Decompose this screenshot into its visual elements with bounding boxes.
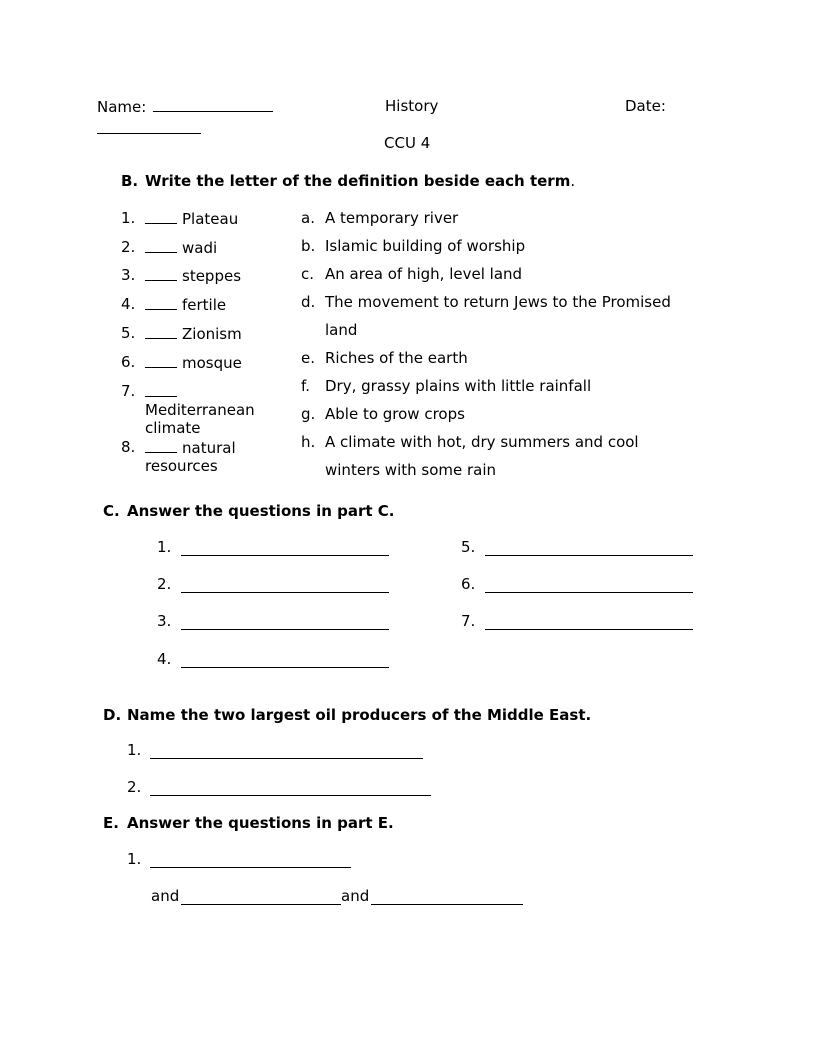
answer-number: 6. [461,575,476,593]
answer-line[interactable] [181,666,389,668]
answer-number: 4. [157,650,172,668]
definition-text: An area of high, level land [325,265,523,283]
section-b-letter: B. [121,172,139,190]
term-text: fertile [182,296,227,314]
subject-title: History [385,97,439,115]
section-c-letter: C. [103,502,120,520]
definition-letter: e. [301,349,315,367]
term-text: Zionism [182,325,242,343]
term-number: 2. [121,238,136,256]
term-number: 4. [121,295,136,313]
definition-letter: d. [301,293,316,311]
answer-line[interactable] [181,903,341,905]
answer-line[interactable] [150,757,423,759]
answer-line[interactable] [150,866,351,868]
term-text: wadi [182,239,218,257]
term-blank[interactable] [145,353,177,368]
definition-letter: b. [301,237,316,255]
section-c-instruction: Answer the questions in part C. [127,502,395,520]
section-b-instruction-text: Write the letter of the definition beside each term [145,172,571,190]
term-text: Mediterranean climate [145,401,255,437]
and-text: and [151,887,180,905]
definition-text-continued: land [325,321,358,339]
answer-number: 1. [157,538,172,556]
date-blank-wrap [97,119,201,138]
answer-number: 3. [157,612,172,630]
answer-line[interactable] [181,628,389,630]
definition-letter: c. [301,265,315,283]
answer-number: 1. [127,741,142,759]
and-text: and [341,887,370,905]
name-blank[interactable] [153,97,273,112]
date-label: Date: [625,97,666,115]
definition-text: A temporary river [325,209,459,227]
section-d-letter: D. [103,706,122,724]
section-d-instruction: Name the two largest oil producers of the Middle East. [127,706,592,724]
definition-text-continued: winters with some rain [325,461,497,479]
definition-text: Able to grow crops [325,405,465,423]
term-text: natural resources [145,439,236,475]
term-blank[interactable] [145,266,177,281]
answer-line[interactable] [371,903,523,905]
term-number: 5. [121,324,136,342]
section-e-letter: E. [103,814,119,832]
term-blank[interactable] [145,324,177,339]
section-e-instruction: Answer the questions in part E. [127,814,394,832]
unit-title: CCU 4 [384,134,431,152]
definition-text: The movement to return Jews to the Promised [325,293,671,311]
definition-text: A climate with hot, dry summers and cool [325,433,639,451]
term-number: 3. [121,266,136,284]
answer-line[interactable] [485,628,693,630]
answer-line[interactable] [181,591,389,593]
term-text: Plateau [182,210,239,228]
answer-number: 1. [127,850,142,868]
answer-line[interactable] [485,554,693,556]
date-blank[interactable] [97,119,201,134]
answer-line[interactable] [181,554,389,556]
term-text: mosque [182,354,242,372]
definition-letter: h. [301,433,316,451]
term-blank[interactable] [145,238,177,253]
term-number: 8. [121,438,136,456]
definition-text: Riches of the earth [325,349,468,367]
term-blank[interactable] [145,295,177,310]
definition-text: Dry, grassy plains with little rainfall [325,377,592,395]
term-number: 6. [121,353,136,371]
definition-text: Islamic building of worship [325,237,526,255]
section-b-instruction [145,172,575,190]
answer-number: 7. [461,612,476,630]
definition-letter: g. [301,405,316,423]
term-blank[interactable] [145,382,177,397]
answer-number: 2. [157,575,172,593]
definition-letter: a. [301,209,315,227]
term-number: 1. [121,209,136,227]
definition-letter: f. [301,377,310,395]
answer-line[interactable] [150,794,431,796]
term-blank[interactable] [145,209,177,224]
answer-line[interactable] [485,591,693,593]
term-text: steppes [182,267,242,285]
section-b-period: . [570,172,576,190]
term-number: 7. [121,382,136,400]
term-blank[interactable] [145,438,177,453]
name-field [97,97,273,116]
answer-number: 5. [461,538,476,556]
answer-number: 2. [127,778,142,796]
name-label: Name: [97,98,147,116]
